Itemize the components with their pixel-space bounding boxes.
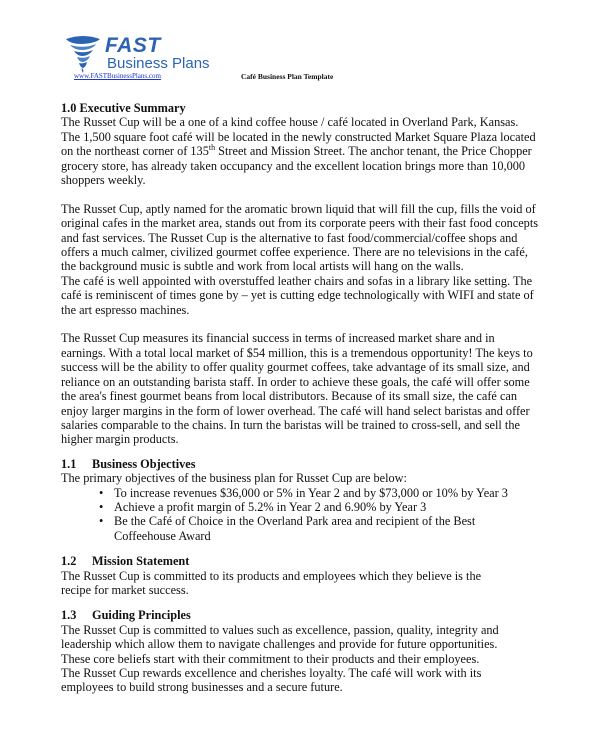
text-line: enjoy larger margins in the form of lower overhead. The café will hand select baristas and offer (61, 403, 530, 418)
subsection-heading-mission (61, 554, 541, 568)
subsection-title: Business Objectives (92, 456, 196, 471)
superscript: th (208, 143, 216, 153)
section-heading-executive-summary: 1.0 Executive Summary (61, 101, 186, 115)
paragraph-concept (61, 202, 541, 317)
text-line: and fast services. The Russet Cup is the alternative to fast food/commercial/coffee shops and (61, 230, 518, 245)
text-line: grocery store, has already taken occupancy and the excellent location brings more than 10,000 (61, 158, 526, 173)
subsection-title: Mission Statement (92, 554, 190, 569)
text-line: earnings. With a total local market of $54 million, this is a tremendous opportunity! The keys to (61, 345, 533, 360)
subsection-number: 1.1 (61, 456, 77, 471)
subsection-heading-principles (61, 608, 541, 622)
text-line: café is reminiscent of times gone by – yet is cutting edge technologically with WIFI and state of (61, 288, 534, 303)
document-body (61, 101, 541, 695)
objectives-intro: The primary objectives of the business plan for Russet Cup are below: (61, 471, 407, 486)
text-line: The Russet Cup will be a one of a kind coffee house / café located in Overland Park, Kansas. (61, 115, 519, 130)
paragraph-intro (61, 115, 541, 187)
text-fragment: on the northeast corner of 135 (61, 144, 209, 159)
paragraph-financial (61, 331, 541, 446)
logo-fast-text: FAST (105, 34, 161, 57)
text-line: employees to build strong businesses and a secure future. (61, 680, 343, 695)
text-line: offers a much calmer, civilized gourmet coffee experience. There are no televisions in the café, (61, 245, 528, 260)
text-line: The Russet Cup rewards excellence and cherishes loyalty. The café will work with its (61, 666, 482, 680)
logo-business-plans-text: Business Plans (107, 55, 210, 72)
subsection-number: 1.3 (61, 608, 77, 623)
text-fragment: Be the Café of Choice in the Overland Park area and recipient of the Best (114, 514, 476, 529)
subsection-heading-objectives (61, 457, 541, 471)
text-line: the background music is subtle and work from local artists will hang on the walls. (61, 259, 464, 274)
text-line: the art espresso machines. (61, 302, 190, 317)
text-line: success will be the ability to offer quality gourmet coffees, take advantage of its small size, and (61, 360, 530, 375)
text-line: The Russet Cup measures its financial success in terms of increased market share and in (61, 331, 495, 346)
tornado-logo-icon (62, 32, 104, 74)
text-line: recipe for market success. (61, 582, 189, 597)
text-fragment: Street and Mission Street. The anchor tenant, the Price Chopper (215, 144, 532, 159)
text-line: leadership which allow them to navigate challenges and provide for future opportunities. (61, 637, 498, 652)
objectives-list (114, 486, 541, 544)
text-line: shoppers weekly. (61, 173, 146, 188)
text-line: higher margin products. (61, 432, 179, 447)
list-item (114, 514, 541, 543)
website-link[interactable]: www.FASTBusinessPlans.com (74, 72, 161, 80)
text-line: salaries comparable to the chains. In turn the baristas will be trained to cross-sell, and sell the (61, 417, 520, 432)
text-line: The Russet Cup, aptly named for the aromatic brown liquid that will fill the cup, fills the void of (61, 201, 536, 216)
text-line (61, 144, 541, 158)
text-line: These core beliefs start with their commitment to their products and their employees. (61, 651, 480, 666)
text-line: the area's finest gourmet beans from local distributors. Because of its small size, the café can (61, 389, 518, 404)
text-line: The Russet Cup is committed to its products and employees which they believe is the (61, 568, 482, 583)
list-item: • Achieve a profit margin of 5.2% in Year 2 and 6.90% by Year 3 (114, 500, 541, 514)
subsection-title: Guiding Principles (92, 608, 191, 623)
template-title: Café Business Plan Template (241, 72, 334, 81)
text-line: reliance on an outstanding barista staff. In order to achieve these goals, the café will offer some (61, 374, 530, 389)
text-line: The café is well appointed with overstuffed leather chairs and sofas in a library like setting. The (61, 273, 533, 288)
text-line: The Russet Cup is committed to values such as excellence, passion, quality, integrity and (61, 622, 499, 637)
text-line: The 1,500 square foot café will be located in the newly constructed Market Square Plaza located (61, 129, 536, 144)
subsection-number: 1.2 (61, 554, 77, 569)
list-item: • To increase revenues $36,000 or 5% in Year 2 and by $73,000 or 10% by Year 3 (114, 486, 541, 500)
text-fragment: Coffeehouse Award (114, 528, 211, 543)
text-line: original cafes in the market area, stands out from its corporate peers with their fast food concepts (61, 216, 539, 231)
